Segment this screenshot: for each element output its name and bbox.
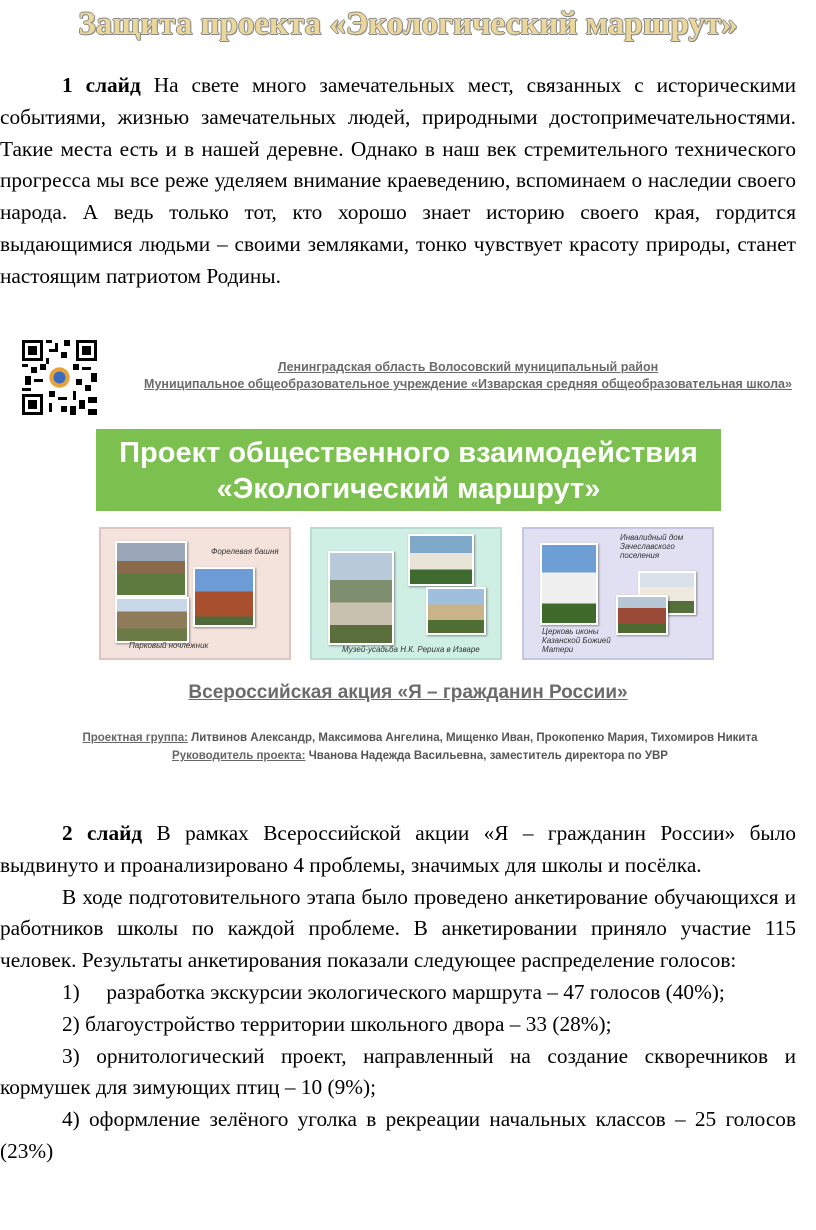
- card1-caption-park: Парковый ночлежник: [129, 641, 209, 650]
- card3-caption-home: Инвалидный дом Зачеславского поселения: [620, 533, 684, 560]
- survey-item-1: 1) разработка экскурсии экологического маршрута – 47 голосов (40%);: [62, 979, 725, 1004]
- photo-building: [616, 595, 668, 635]
- photo-card-2: [310, 527, 502, 660]
- photo-house: [408, 534, 474, 586]
- photo-card-1: [99, 527, 291, 660]
- team-members: Литвинов Александр, Максимова Ангелина, Мищенко Иван, Прокопенко Мария, Тихомиров Никита: [187, 732, 758, 744]
- slide2-label: 2 слайд: [62, 821, 143, 845]
- photo-manor: [426, 587, 486, 635]
- card2-caption: Музей-усадьба Н.К. Рериха в Изваре: [342, 645, 480, 654]
- slide1-label: 1 слайд: [62, 73, 141, 97]
- survey-paragraph: В ходе подготовительного этапа было проведено анкетирование обучающихся и работников школы по каждой проблеме. В анкетировании приняло участие 115 человек. Результаты анкетирования показали следующее распределение голосов:: [0, 884, 796, 973]
- survey-item-2: 2) благоустройство территории школьного двора – 33 (28%);: [62, 1011, 612, 1036]
- banner-line2: «Экологический маршрут»: [216, 473, 601, 505]
- photo-church: [540, 543, 598, 625]
- slide-action-title: Всероссийская акция «Я – гражданин России»: [188, 682, 628, 703]
- card1-caption-tower: Форелевая башня: [211, 547, 279, 556]
- slide-image: [0, 340, 816, 780]
- photo-estate: [328, 551, 394, 645]
- leader-label: Руководитель проекта:: [172, 750, 306, 762]
- leader-name: Чванова Надежда Васильевна, заместитель директора по УВР: [305, 750, 668, 762]
- survey-item-3: 3) орнитологический проект, направленный на создание скворечников и кормушек для зимующих птиц – 10 (9%);: [0, 1043, 796, 1100]
- photo-card-3: [522, 527, 714, 660]
- team-label: Проектная группа:: [82, 732, 188, 744]
- slide2-body: В рамках Всероссийской акции «Я – гражданин России» было выдвинуто и проанализировано 4 проблемы, значимых для школы и посёлка.: [0, 821, 796, 877]
- slide-banner: [96, 429, 721, 511]
- photo-tower: [193, 567, 255, 627]
- survey-item-4: 4) оформление зелёного уголка в рекреации начальных классов – 25 голосов (23%): [0, 1107, 796, 1163]
- card3-caption-church: Церковь иконы Казанской Божией Матери: [542, 627, 611, 654]
- slide-header-region: Ленинградская область Волосовский муниципальный район: [277, 360, 659, 374]
- slide1-paragraph: [0, 70, 796, 293]
- slide2-paragraph: [0, 818, 796, 882]
- project-team: [0, 732, 816, 744]
- project-leader: [0, 750, 816, 762]
- slide-header-school: Муниципальное общеобразовательное учреждение «Изварская средняя общеобразовательная школа»: [144, 377, 792, 391]
- slide1-body: На свете много замечательных мест, связанных с историческими событиями, жизнью замечательных людей, природными достопримечательностями. Такие места есть и в нашей деревне. Однако в наш век стремительного технического прогресса мы все реже уделяем внимание краеведению, вспоминаем о наследии своего народа. А ведь только тот, кто хорошо знает историю своего края, гордится выдающимися людьми – своими земляками, тонко чувствует красоту природы, станет настоящим патриотом Родины.: [0, 73, 796, 288]
- banner-line1: Проект общественного взаимодействия: [119, 437, 698, 469]
- document-title: Защита проекта «Экологический маршрут»: [78, 6, 738, 42]
- slide2-section: [0, 818, 796, 1168]
- photo-park: [115, 597, 189, 643]
- photo-village: [115, 541, 187, 597]
